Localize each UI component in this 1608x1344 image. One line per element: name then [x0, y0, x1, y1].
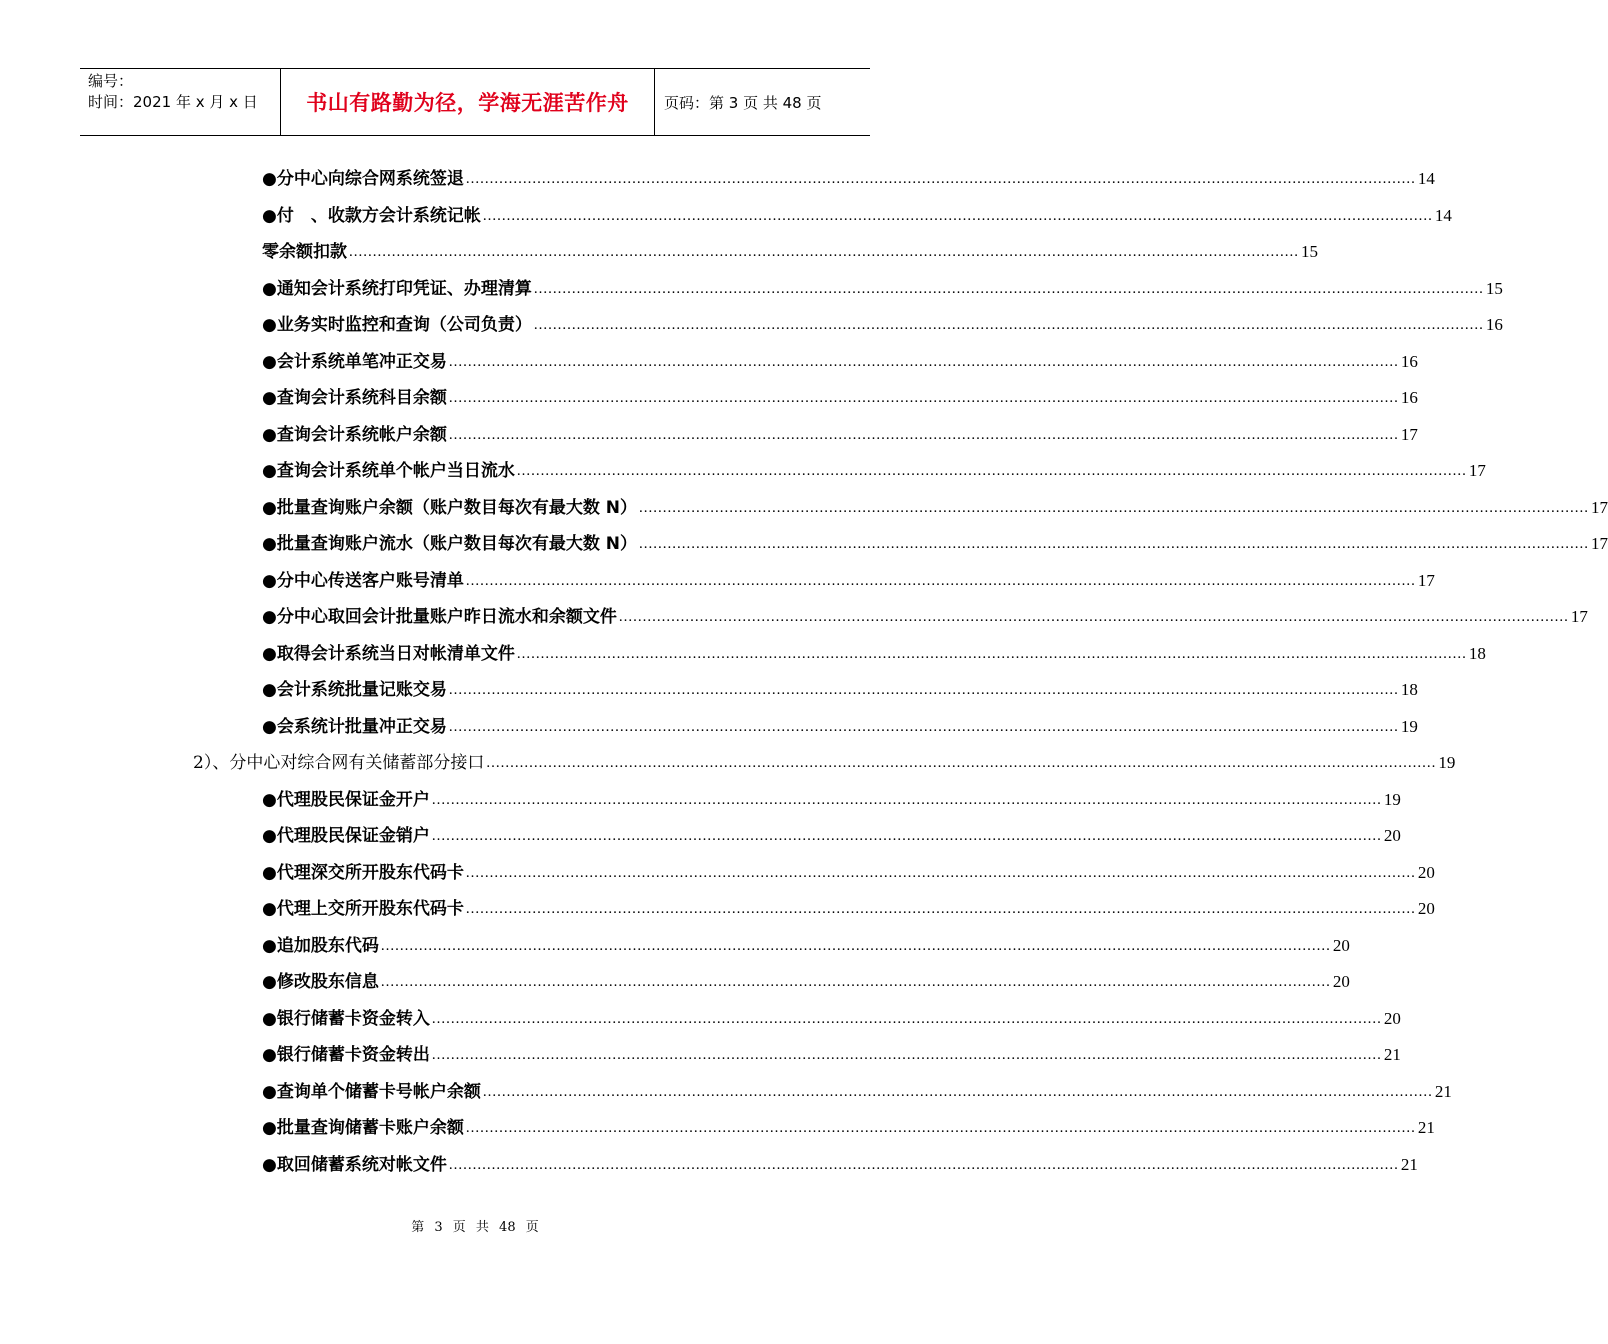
- toc-entry-title: [262, 643, 515, 665]
- toc-entry[interactable]: [262, 201, 1452, 227]
- toc-entry-text: 会计系统批量记账交易: [276, 680, 447, 700]
- toc-entry[interactable]: [262, 894, 1435, 920]
- toc-entry-title: [262, 351, 447, 373]
- dot-leader: ........................................................................................................................................................................................................: [380, 974, 1331, 990]
- toc-entry-text: 取回储蓄系统对帐文件: [276, 1154, 447, 1175]
- toc-page-number: 17: [1591, 497, 1608, 517]
- bullet-icon: ●: [262, 826, 277, 846]
- bullet-icon: ●: [262, 388, 277, 408]
- toc-page-number: 20: [1332, 935, 1350, 955]
- dot-leader: ........................................................................................................................................................................................................: [618, 609, 1569, 625]
- toc-page-number: 16: [1485, 315, 1503, 334]
- toc-entry-title: [262, 1117, 464, 1139]
- toc-entry[interactable]: [262, 675, 1418, 701]
- dot-leader: ........................................................................................................................................................................................................: [516, 463, 1467, 479]
- toc-entry[interactable]: [262, 931, 1350, 957]
- toc-page-number: 20: [1383, 826, 1401, 845]
- dot-leader: ........................................................................................................................................................................................................: [431, 1010, 1382, 1027]
- toc-entry-title: [262, 278, 532, 300]
- dot-leader: ........................................................................................................................................................................................................: [465, 864, 1416, 881]
- toc-entry-title: [262, 1081, 481, 1103]
- toc-entry-title: [262, 570, 464, 592]
- toc-page-number: 14: [1434, 205, 1452, 225]
- toc-page-number: 21: [1400, 1154, 1418, 1174]
- toc-entry-title: [262, 862, 464, 884]
- toc-entry-text: 批量查询储蓄卡账户余额: [276, 1118, 464, 1138]
- dot-leader: ........................................................................................................................................................................................................: [465, 572, 1416, 589]
- toc-entry[interactable]: [262, 383, 1418, 409]
- bullet-icon: ●: [262, 643, 277, 664]
- dot-leader: ........................................................................................................................................................................................................: [465, 1120, 1416, 1136]
- bullet-icon: ●: [262, 169, 277, 189]
- dot-leader: ........................................................................................................................................................................................................: [516, 645, 1467, 662]
- toc-entry[interactable]: [262, 164, 1435, 190]
- toc-entry-text: 银行储蓄卡资金转入: [276, 1008, 430, 1029]
- toc-page-number: 20: [1383, 1008, 1401, 1028]
- toc-entry-text: 修改股东信息: [276, 972, 379, 992]
- bullet-icon: ●: [262, 1118, 277, 1138]
- toc-entry-text: 追加股东代码: [276, 935, 379, 956]
- toc-entry[interactable]: [262, 347, 1418, 373]
- toc-page-number: 17: [1417, 570, 1435, 590]
- toc-entry-text: 查询会计系统单个帐户当日流水: [276, 461, 515, 481]
- toc-page-number: 17: [1591, 534, 1608, 553]
- bullet-icon: ●: [262, 461, 277, 481]
- toc-entry-text: 批量查询账户流水（账户数目每次有最大数 N）: [276, 534, 637, 554]
- bullet-icon: ●: [262, 607, 277, 627]
- dot-leader: ........................................................................................................................................................................................................: [486, 755, 1437, 771]
- bullet-icon: ●: [262, 1045, 277, 1065]
- toc-entry-text: 2）、分中心对综合网有关储蓄部分接口: [193, 753, 485, 773]
- toc-entry[interactable]: [262, 1077, 1452, 1103]
- dot-leader: ........................................................................................................................................................................................................: [533, 317, 1484, 333]
- bullet-icon: ●: [262, 1154, 277, 1175]
- toc-entry-text: 零余额扣款: [262, 242, 347, 262]
- toc-entry-text: 分中心取回会计批量账户昨日流水和余额文件: [276, 607, 617, 627]
- toc-entry-title: [262, 1008, 430, 1030]
- bullet-icon: ●: [262, 534, 277, 554]
- bullet-icon: ●: [262, 351, 277, 372]
- toc-page-number: 20: [1332, 972, 1350, 991]
- toc-entry-text: 分中心向综合网系统签退: [276, 169, 464, 189]
- header-meta: [88, 71, 258, 113]
- toc-entry-title: [262, 314, 532, 336]
- toc-entry-title: [262, 241, 347, 263]
- toc-entry-text: 付 、收款方会计系统记帐: [276, 205, 481, 226]
- dot-leader: ........................................................................................................................................................................................................: [465, 901, 1416, 917]
- page-footer: 第 3 页 共 48 页: [411, 1220, 539, 1235]
- header-page-info: 页码：第 3 页 共 48 页: [664, 93, 822, 112]
- toc-page-number: 16: [1400, 388, 1418, 407]
- toc-page-number: 17: [1468, 461, 1486, 480]
- toc-entry-title: [262, 898, 464, 920]
- toc-entry-title: [262, 497, 637, 519]
- toc-entry[interactable]: [262, 420, 1418, 446]
- toc-entry-text: 分中心传送客户账号清单: [276, 570, 464, 591]
- toc-entry[interactable]: [262, 967, 1350, 993]
- dot-leader: ........................................................................................................................................................................................................: [448, 718, 1399, 735]
- bullet-icon: ●: [262, 716, 277, 737]
- toc-entry-text: 通知会计系统打印凭证、办理清算: [276, 278, 532, 299]
- toc-entry[interactable]: [262, 602, 1588, 628]
- toc-entry[interactable]: [262, 566, 1435, 592]
- toc-entry-title: [262, 716, 447, 738]
- toc-entry-text: 代理上交所开股东代码卡: [276, 899, 464, 919]
- toc-entry-text: 取得会计系统当日对帐清单文件: [276, 643, 515, 664]
- dot-leader: ........................................................................................................................................................................................................: [448, 426, 1399, 443]
- toc-page-number: 21: [1434, 1081, 1452, 1101]
- toc-entry[interactable]: [262, 1113, 1435, 1139]
- dot-leader: ........................................................................................................................................................................................................: [465, 171, 1416, 187]
- dot-leader: ........................................................................................................................................................................................................: [431, 1047, 1382, 1063]
- toc-entry-title: [262, 387, 447, 409]
- bullet-icon: ●: [262, 1008, 277, 1029]
- bullet-icon: ●: [262, 570, 277, 591]
- bullet-icon: ●: [262, 899, 277, 919]
- bullet-icon: ●: [262, 972, 277, 992]
- toc-entry-title: [262, 1044, 430, 1066]
- toc-page-number: 19: [1383, 789, 1401, 809]
- toc-page-number: 17: [1400, 424, 1418, 444]
- toc-entry-title: [262, 789, 430, 811]
- toc-entry-text: 代理股民保证金开户: [276, 789, 430, 810]
- dot-leader: ........................................................................................................................................................................................................: [448, 682, 1399, 698]
- document-number-label: 编号：: [88, 72, 134, 90]
- dot-leader: ........................................................................................................................................................................................................: [448, 353, 1399, 370]
- toc-entry[interactable]: [262, 493, 1608, 519]
- toc-entry-text: 代理深交所开股东代码卡: [276, 862, 464, 883]
- bullet-icon: ●: [262, 1081, 277, 1102]
- toc-page-number: 20: [1417, 899, 1435, 918]
- bullet-icon: ●: [262, 862, 277, 883]
- toc-page-number: 15: [1301, 242, 1318, 261]
- bullet-icon: ●: [262, 315, 277, 335]
- toc-entry[interactable]: [262, 1040, 1401, 1066]
- bullet-icon: ●: [262, 424, 277, 445]
- dot-leader: ........................................................................................................................................................................................................: [482, 1083, 1433, 1100]
- toc-page-number: 18: [1468, 643, 1486, 663]
- dot-leader: ........................................................................................................................................................................................................: [533, 280, 1484, 297]
- document-date: 时间：2021 年 x 月 x 日: [88, 93, 258, 111]
- dot-leader: ........................................................................................................................................................................................................: [482, 207, 1433, 224]
- toc-entry-text: 代理股民保证金销户: [276, 826, 430, 846]
- toc-entry-title: [262, 679, 447, 701]
- toc-entry-text: 查询会计系统科目余额: [276, 388, 447, 408]
- toc-entry[interactable]: [193, 748, 1456, 774]
- toc-entry[interactable]: [262, 274, 1503, 300]
- bullet-icon: ●: [262, 680, 277, 700]
- bullet-icon: ●: [262, 497, 277, 518]
- toc-page-number: 17: [1570, 607, 1588, 626]
- dot-leader: ........................................................................................................................................................................................................: [380, 937, 1331, 954]
- toc-page-number: 15: [1485, 278, 1503, 298]
- toc-entry[interactable]: [262, 639, 1486, 665]
- bullet-icon: ●: [262, 278, 277, 299]
- toc-entry-title: [262, 460, 515, 482]
- toc-entry[interactable]: [262, 310, 1503, 336]
- toc-entry-title: [193, 752, 484, 774]
- dot-leader: ........................................................................................................................................................................................................: [431, 791, 1382, 808]
- toc-entry[interactable]: [262, 1150, 1418, 1176]
- toc-page-number: 19: [1400, 716, 1418, 736]
- header-divider: [654, 69, 655, 135]
- bullet-icon: ●: [262, 205, 277, 226]
- toc-entry[interactable]: [262, 712, 1418, 738]
- bullet-icon: ●: [262, 935, 277, 956]
- toc-entry-text: 银行储蓄卡资金转出: [276, 1045, 430, 1065]
- dot-leader: ........................................................................................................................................................................................................: [431, 828, 1382, 844]
- page-header: [80, 68, 870, 136]
- toc-entry[interactable]: [262, 785, 1401, 811]
- dot-leader: ........................................................................................................................................................................................................: [639, 536, 1589, 552]
- toc-entry-text: 批量查询账户余额（账户数目每次有最大数 N）: [276, 497, 637, 518]
- toc-entry-title: [262, 533, 637, 555]
- toc-page-number: 21: [1383, 1045, 1401, 1064]
- toc-entry-title: [262, 825, 430, 847]
- toc-entry-text: 查询单个储蓄卡号帐户余额: [276, 1081, 481, 1102]
- toc-entry-title: [262, 971, 379, 993]
- toc-entry-title: [262, 424, 447, 446]
- toc-entry[interactable]: [262, 237, 1318, 263]
- toc-entry[interactable]: [262, 529, 1608, 555]
- toc-page-number: 16: [1400, 351, 1418, 371]
- toc-page-number: 20: [1417, 862, 1435, 882]
- toc-entry[interactable]: [262, 858, 1435, 884]
- dot-leader: ........................................................................................................................................................................................................: [349, 244, 1299, 260]
- toc-entry-title: [262, 168, 464, 190]
- toc-entry-text: 业务实时监控和查询（公司负责）: [276, 315, 532, 335]
- dot-leader: ........................................................................................................................................................................................................: [639, 499, 1589, 516]
- toc-entry-title: [262, 1154, 447, 1176]
- toc-entry-text: 会计系统单笔冲正交易: [276, 351, 447, 372]
- toc-entry-title: [262, 935, 379, 957]
- header-motto: 书山有路勤为径，学海无涯苦作舟: [306, 91, 629, 115]
- toc-page-number: 14: [1417, 169, 1435, 188]
- dot-leader: ........................................................................................................................................................................................................: [448, 390, 1399, 406]
- dot-leader: ........................................................................................................................................................................................................: [448, 1156, 1399, 1173]
- toc-entry-title: [262, 606, 617, 628]
- toc-page-number: 19: [1438, 753, 1456, 772]
- bullet-icon: ●: [262, 789, 277, 810]
- toc-page-number: 18: [1400, 680, 1418, 699]
- toc-entry[interactable]: [262, 1004, 1401, 1030]
- toc-entry-text: 查询会计系统帐户余额: [276, 424, 447, 445]
- toc-entry-title: [262, 205, 481, 227]
- toc-entry-text: 会系统计批量冲正交易: [276, 716, 447, 737]
- toc-entry[interactable]: [262, 456, 1486, 482]
- toc-page-number: 21: [1417, 1118, 1435, 1137]
- toc-entry[interactable]: [262, 821, 1401, 847]
